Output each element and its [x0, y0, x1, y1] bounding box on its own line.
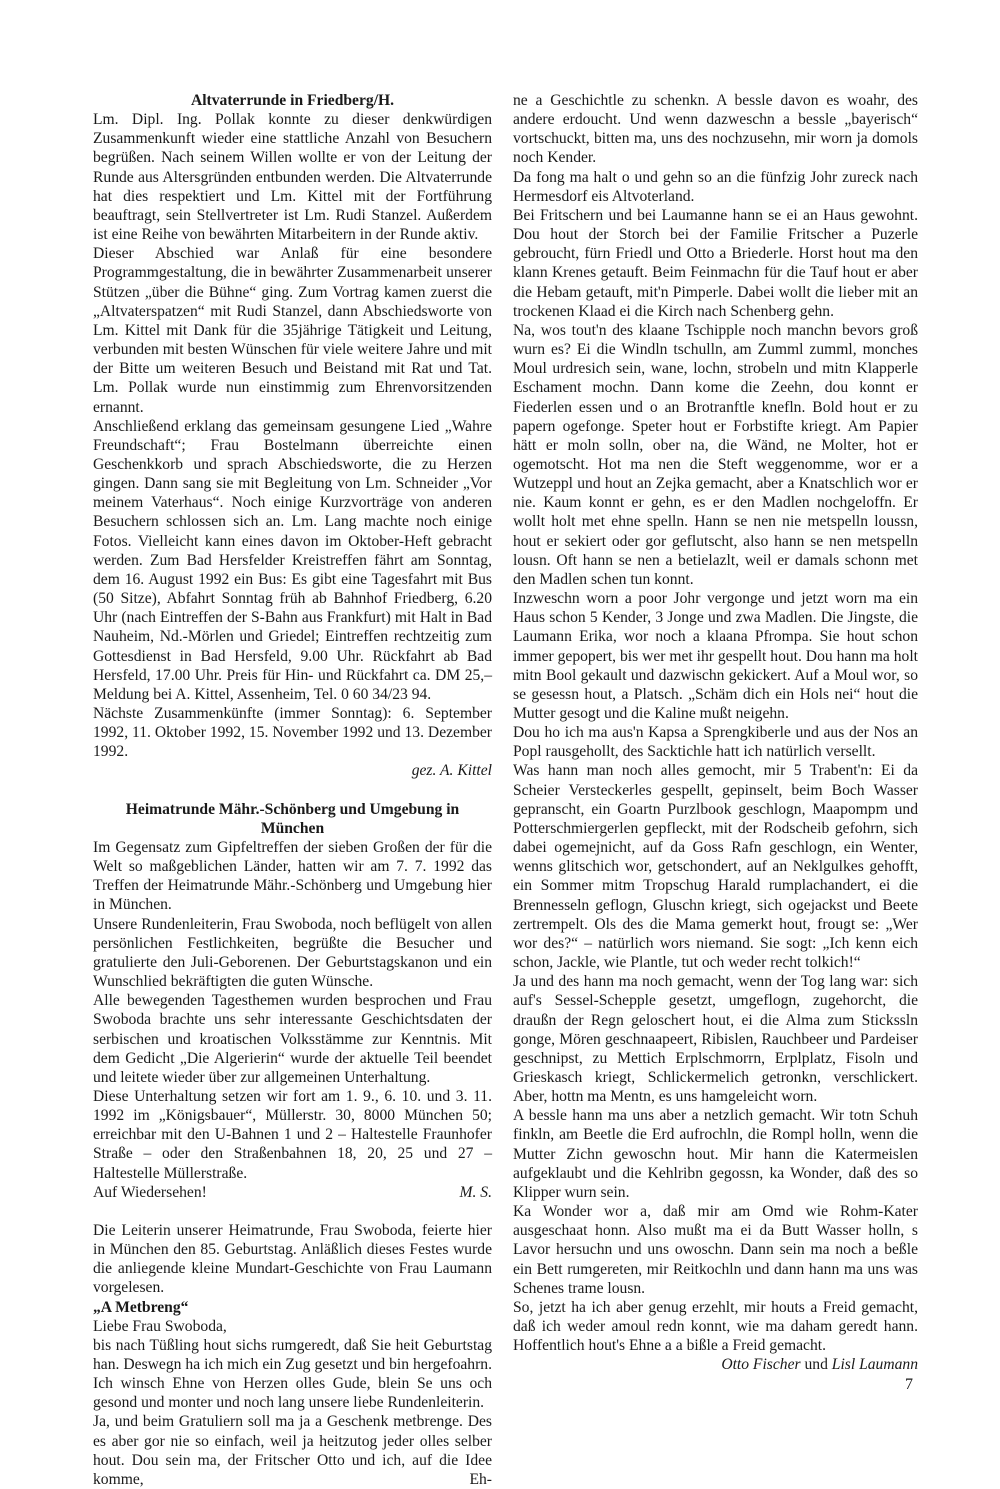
- left-column: [93, 91, 492, 1489]
- spacer: [93, 781, 492, 800]
- salutation: Liebe Frau Swoboda,: [93, 1317, 227, 1335]
- paragraph: Ja, und beim Gratuliern soll ma ja a Geschenk metbrenge. Des es aber gor nie so einfach, weil ja heitzutog jeder olles selber hout. Dou sein ma, der Fritscher Otto und ich, auf die Idee komme, Eh-: [93, 1413, 492, 1488]
- closing-row: [93, 1183, 492, 1202]
- paragraph: Da fong ma halt o und gehn so an die fünfzig Johr zureck nach Hermesdorf eis Altvoterland.: [513, 168, 918, 205]
- right-column: [513, 91, 918, 1374]
- spacer: [93, 1202, 492, 1221]
- paragraph: Dou ho ich ma aus'n Kapsa a Sprengkiberle und aus der Nos an Popl rausgehollt, des Sacktichle hatt ich natürlich versellt.: [513, 724, 918, 761]
- paragraph: Ja und des hann ma noch gemacht, wenn der Tog lang war: sich auf's Sessel-Schepple gesetzt, umgeflogn, zugehorcht, die draußn der Regn geloschert hout, ei die Alma zum Stickssln gonge, Mören geschnaapeert, Ribislen, Rauchbeer und Pardeiser geschnipst, zu Mettich Erplschmorrn, Erplplatz, Fisoln und Grieskasch kriegt, Schlickermelich getronkn, verschlickert. Aber, hottn ma Mentn, es uns hamgeleicht worn.: [513, 973, 918, 1106]
- story-signature: [513, 1355, 918, 1374]
- paragraph: Lm. Dipl. Ing. Pollak konnte zu dieser denkwürdigen Zusammenkunft wieder eine stattliche Anzahl von Besuchern begrüßen. Nach seinem Willen wollte er von der Leitung der Runde aus Altersgründen entbunden werden. Die Altvaterrunde hat dies respektiert und Lm. Kittel mit der Fortführung beauftragt, sein Stellvertreter ist Lm. Rudi Stanzel. Außerdem ist eine Reihe von bewährten Mitarbeitern in der Runde aktiv.: [93, 111, 492, 244]
- paragraph: Nächste Zusammenkünfte (immer Sonntag): 6. September 1992, 11. Oktober 1992, 15. November 1992 und 13. Dezember 1992.: [93, 705, 492, 761]
- closing-text: Auf Wiedersehen!: [93, 1183, 207, 1201]
- paragraph: A bessle hann ma uns aber a netzlich gemacht. Wir totn Schuh finkln, am Beetle die Erd aufrochln, die Rompl holln, wenn die Mutter Zichn gewoschn hout. Mir hann die Katermeislen aufgeklaubt und die Kehlribn gegossn, ka Wonder, daß des so Klipper wurn sein.: [513, 1107, 918, 1201]
- author-otto-fischer: Otto Fischer: [721, 1356, 801, 1374]
- signature-conjunction: und: [800, 1356, 832, 1374]
- paragraph: Na, wos tout'n des klaane Tschipple noch manchn bevors groß wurn es? Ei die Windln tschulln, am Zumml zumml, monches Moul urdresich sein, wane, lochn, strobeln und mitn Klapperle Eschament mochn. Dann kome die Zeehn, dou konnt er Fiederlen essen und o an Brotranftle knefln. Bold hout er zu papern ogefonge. Speter hout er Forbstifte kriegt. Am Papier hätt er moln solln, ober na, die Wänd, ne Molter, hot er ogemotscht. Hot ma nen die Steft weggenomme, wor er a Wutzeppl und hout an Zejka gemacht, aber a Knatschlich wor er nie. Kaum konnt er gehn, es er den Madlen nochgeloffn. Er wollt holt met ehne spelln. Hann se nen nie metspelln loussn, hout er sekiert oder gor geflutscht, also hann se nen metspelln lousn. Oft hann se nen a betielazlt, weil er damals schonn met den Madlen schen tun konnt.: [513, 321, 918, 588]
- paragraph: Bei Fritschern und bei Laumanne hann se ei an Haus gewohnt. Dou hout der Storch bei der Familie Fritscher a Puzerle gebroucht, fürn Friedl und Otto a Briederle. Horst hout ma den klann Krenes getauft. Beim Feinmachn für die Tauf hout er aber die Hebam getauft, mit'n Pimperle. Dabei wollt die lieber mit an trockenen Klaad ei die Kirch nach Schenberg gehn.: [513, 206, 918, 320]
- paragraph: bis nach Tüßling hout sichs rumgeredt, daß Sie heit Geburtstag han. Deswegn ha ich mich ein Zug gesetzt und bin hergefoahrn. Ich winsch Ehne von Herzen olles Gude, blein Se uns och gesond und monter und noch lang unsere liebe Rundenleiterin.: [93, 1336, 492, 1412]
- paragraph: Diese Unterhaltung setzen wir fort am 1. 9., 6. 10. und 3. 11. 1992 im „Königsbauer“, Müllerstr. 30, 8000 München 50; erreichbar mit den U-Bahnen 1 und 2 – Haltestelle Fraunhofer Straße – oder den Straßenbahnen 18, 20, 25 und 27 – Haltestelle Müllerstraße.: [93, 1087, 492, 1182]
- paragraph: Inzweschn worn a poor Johr vergonge und jetzt worn ma ein Haus schon 5 Kender, 3 Jonge und zwa Madlen. Die Jingste, die Laumann Erika, wor noch a klaana Pfrompa. Sie hout schon immer gepopert, bis wer met ihr gespellt hout. Dou hann ma holt mitn Bool gekault und dazwischn gekickert. Auf a Moul wor, so se gesessn hout, a Platsch. „Schäm dich ein Hols nei“ hout die Mutter gesogt und die Kaline mußt neigehn.: [513, 590, 918, 722]
- signature-ms: M. S.: [459, 1183, 492, 1201]
- paragraph: Unsere Rundenleiterin, Frau Swoboda, noch beflügelt von allen persönlichen Festlichkeiten, begrüßte die Besucher und gratulierte den Juli-Geborenen. Der Geburtstagskanon und ein Wunschlied bekräftigten die guten Wünsche.: [93, 915, 492, 991]
- paragraph: Was hann man noch alles gemocht, mir 5 Trabent'n: Ei da Scheier Versteckerles gespellt, gepinselt, beim Boch Wasser gepranscht, ein Goartn Purzlbook geschlogn, Maapompm und Potterschmiergerlen gepfleckt, mit der Rodscheib gefohrn, sich dabei ogemejnicht, auf da Goss Rafn geschlogn, ein Wenter, wenns glitschich wor, getschondert, auf an Neklgulkes gehofft, ein Sommer mitm Tropschug Harald rumplachandert, ei die Brennesseln geflogn, Gluschn kriegt, sich ogejackst und Beete zertrempelt. Ols des die Mama gemerkt hout, frougt se: „Wer wor des?“ – natürlich wors niemand. Sie sogt: „Ich kenn eich schon, Jackle, wie Plantle, tut och weder recht tolkich!“: [513, 762, 918, 972]
- paragraph: Alle bewegenden Tagesthemen wurden besprochen und Frau Swoboda brachte uns sehr interessante Geschichtsdaten der serbischen und kroatischen Volksstämme zur Kenntnis. Mit dem Gedicht „Die Algerierin“ wurde der aktuelle Teil beendet und leitete wieder über zur allgemeinen Unterhaltung.: [93, 992, 492, 1086]
- signature-kittel: gez. A. Kittel: [411, 762, 492, 780]
- paragraph: So, jetzt ha ich aber genug erzehlt, mir houts a Freid gemacht, daß ich weder amoul redn konnt, wie ma daham geredt hann. Hoffentlich hout's Ehne a a bißle a Freid gemacht.: [513, 1298, 918, 1355]
- page-number: 7: [905, 1376, 913, 1393]
- story-title: „A Metbreng“: [93, 1298, 189, 1316]
- article-title-friedberg: Altvaterrunde in Friedberg/H.: [190, 92, 395, 109]
- paragraph: Im Gegensatz zum Gipfeltreffen der sieben Großen der für die Welt so maßgeblichen Länder, hatten wir am 7. 7. 1992 das Treffen der Heimatrunde Mähr.-Schönberg und Umgebung hier in München.: [93, 838, 492, 914]
- article-title-muenchen: Heimatrunde Mähr.-Schönberg und Umgebung in München: [125, 800, 460, 837]
- author-lisl-laumann: Lisl Laumann: [831, 1356, 918, 1374]
- paragraph: Die Leiterin unserer Heimatrunde, Frau Swoboda, feierte hier in München den 85. Geburtstag. Anläßlich dieses Festes wurde die anliegende kleine Mundart-Geschichte von Frau Laumann vorgelesen.: [93, 1221, 492, 1297]
- paragraph: Ka Wonder wor a, daß mir am Omd wie Rohm-Kater ausgeschaat honn. Also mußt ma ei da Butt Wasser holln, s Lavor hersuchn und uns owoschn. Dann sein ma noch a beßle ein Bett rumgereten, mir Reitkochln und dann hann ma uns was Schenes trame lousn.: [513, 1203, 918, 1297]
- paragraph: ne a Geschichtle zu schenkn. A bessle davon es woahr, des andere erdoucht. Und wenn dazweschn a bessle „bayerisch“ vortschuckt, bitten ma, uns des nochzusehn, mir worn ja domols noch Kender.: [513, 92, 918, 167]
- paragraph: Anschließend erklang das gemeinsam gesungene Lied „Wahre Freundschaft“; Frau Bostelmann überreichte einen Geschenkkorb und sprach Abschiedsworte, die zu Herzen gingen. Dann sang sie mit Begleitung von Lm. Schneider „Vor meinem Vaterhaus“. Noch einige Kurzvorträge von anderen Besuchern schlossen sich an. Lm. Lang machte noch einige Fotos. Vielleicht kann eines davon im Oktober-Heft gebracht werden. Zum Bad Hersfelder Kreistreffen fährt am Sonntag, dem 16. August 1992 ein Bus: Es gibt eine Tagesfahrt mit Bus (50 Sitze), Abfahrt Sonntag früh ab Bahnhof Friedberg, 6.20 Uhr (nach Eintreffen der S-Bahn aus Frankfurt) mit Halt in Bad Nauheim, Nd.-Mörlen und Griedel; Eintreffen rechtzeitig zum Gottesdienst in Bad Hersfeld, 9.00 Uhr. Rückfahrt ab Bad Hersfeld, 17.00 Uhr. Preis für Hin- und Rückfahrt ca. DM 25,– Meldung bei A. Kittel, Assenheim, Tel. 0 60 34/23 94.: [93, 417, 492, 703]
- paragraph: Dieser Abschied war Anlaß für eine besondere Programmgestaltung, die in bewährter Zusammenarbeit unserer Stützen „über die Bühne“ ging. Zum Vortrag kamen zuerst die „Altvaterspatzen“ mit Rudi Stanzel, dann Abschiedsworte von Lm. Kittel mit Dank für die 35jährige Tätigkeit und Leitung, verbunden mit besten Wünschen für viele weitere Jahre und mit der Bitte um weiteren Besuch und Beistand mit Rat und Tat. Lm. Pollak wurde nun einstimmig zum Ehrenvorsitzenden ernannt.: [93, 245, 492, 416]
